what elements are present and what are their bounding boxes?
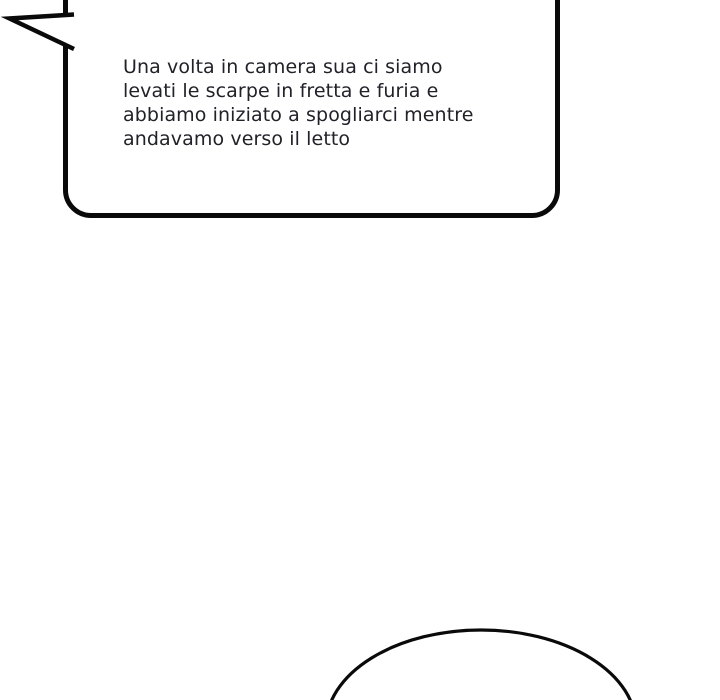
speech-line-3: abbiamo iniziato a spogliarci mentre	[123, 104, 474, 126]
speech-line-2: levati le scarpe in fretta e furia e	[123, 80, 439, 102]
bottom-speech-bubble	[326, 630, 636, 700]
speech-line-1: Una volta in camera sua ci siamo	[123, 56, 443, 78]
speech-bubble	[63, 0, 560, 218]
speech-text	[123, 55, 523, 151]
speech-line-4: andavamo verso il letto	[123, 128, 351, 150]
